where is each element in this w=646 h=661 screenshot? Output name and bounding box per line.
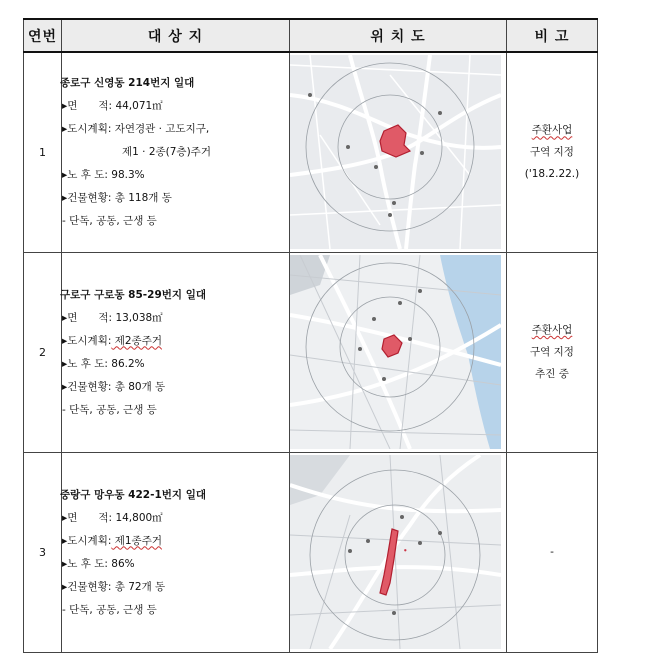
header-target: 대 상 지 xyxy=(62,19,290,52)
row-number: 3 xyxy=(24,452,62,652)
building-line: ▸건물현황: 총 118개 동 xyxy=(62,192,172,205)
table-row xyxy=(24,452,598,652)
site-address: 구로구 구로동 85-29번지 일대 xyxy=(60,288,206,301)
building-line: ▸건물현황: 총 72개 동 xyxy=(62,580,166,593)
area-line: ▸면 적: 14,800㎡ xyxy=(62,511,163,524)
location-map-cell xyxy=(290,452,507,652)
note-line-2: 구역 지정 xyxy=(530,346,574,358)
row-number: 1 xyxy=(24,52,62,252)
note-line-2: 구역 지정 xyxy=(530,146,574,159)
building-line: ▸건물현황: 총 80개 동 xyxy=(62,380,166,393)
aging-line: ▸노 후 도: 98.3% xyxy=(62,169,145,182)
location-map-cell xyxy=(290,52,507,252)
site-details xyxy=(62,252,290,452)
location-map-2 xyxy=(290,255,501,449)
header-note: 비 고 xyxy=(507,19,598,52)
note-line-3: ('18.2.22.) xyxy=(524,168,580,181)
site-details xyxy=(62,452,290,652)
aging-line: ▸노 후 도: 86% xyxy=(62,557,135,570)
zoning-line: ▸도시계획: 제1종주거 xyxy=(62,534,162,547)
table-row xyxy=(24,52,598,252)
note-cell xyxy=(507,252,598,452)
note-line-1: 주환사업 xyxy=(531,124,573,137)
note-line-1: 주환사업 xyxy=(531,324,573,336)
site-address: 중랑구 망우동 422-1번지 일대 xyxy=(60,488,206,501)
building-types-line: - 단독, 공동, 근생 등 xyxy=(62,603,157,616)
zoning-line: ▸도시계획: 자연경관 · 고도지구, xyxy=(62,123,210,136)
note-line-1: - xyxy=(550,546,554,558)
header-map: 위 치 도 xyxy=(290,19,507,52)
note-cell xyxy=(507,52,598,252)
aging-line: ▸노 후 도: 86.2% xyxy=(62,357,145,370)
building-types-line: - 단독, 공동, 근생 등 xyxy=(62,215,157,228)
table-header-row xyxy=(24,19,598,52)
building-types-line: - 단독, 공동, 근생 등 xyxy=(62,403,157,416)
site-details xyxy=(62,52,290,252)
note-line-3: 추진 중 xyxy=(535,368,569,380)
zoning-line-2: 제1 · 2종(7층)주거 xyxy=(122,146,211,159)
table-row xyxy=(24,252,598,452)
row-number: 2 xyxy=(24,252,62,452)
redevelopment-site-table xyxy=(23,18,598,653)
header-no: 연번 xyxy=(24,19,62,52)
area-line: ▸면 적: 13,038㎡ xyxy=(62,311,163,324)
location-map-cell xyxy=(290,252,507,452)
svg-text:●: ● xyxy=(404,548,407,552)
site-address: 종로구 신영동 214번지 일대 xyxy=(60,77,195,90)
zoning-line: ▸도시계획: 제2종주거 xyxy=(62,334,162,347)
location-map-1 xyxy=(290,55,501,249)
note-cell xyxy=(507,452,598,652)
area-line: ▸면 적: 44,071㎡ xyxy=(62,100,163,113)
location-map-3 xyxy=(290,455,501,649)
